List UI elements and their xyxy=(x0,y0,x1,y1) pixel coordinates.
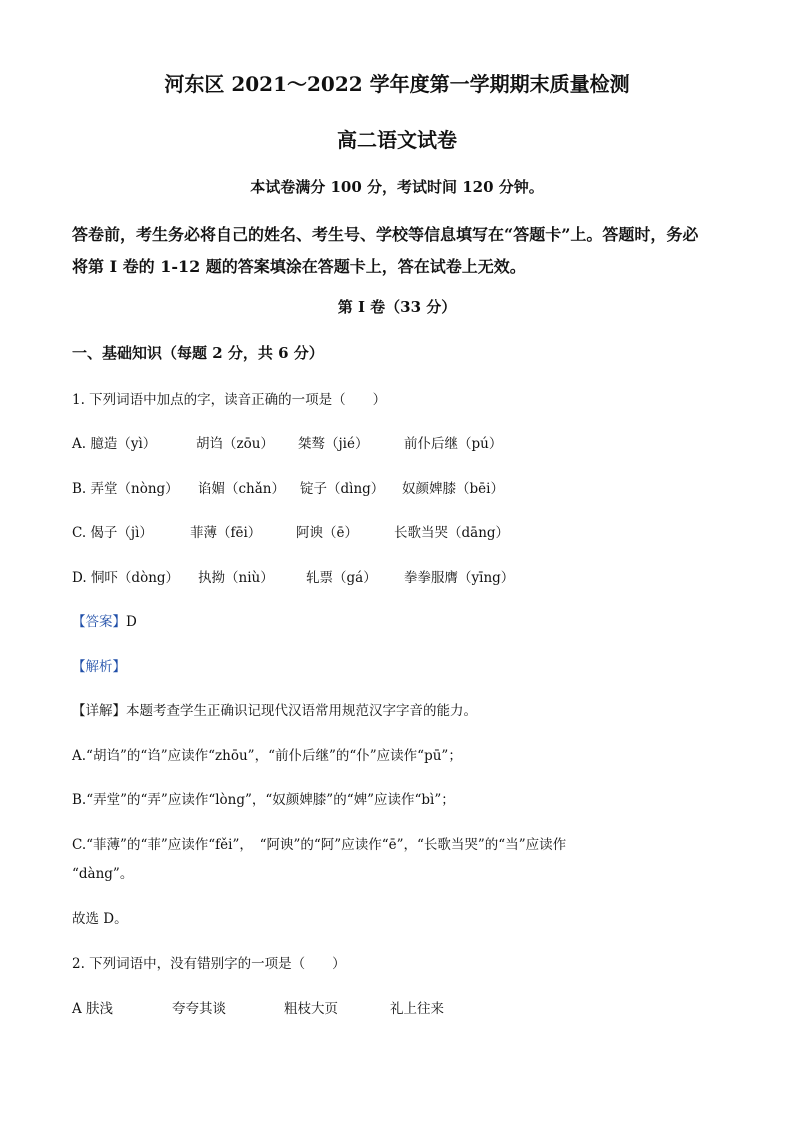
detail-label: 【详解】 xyxy=(72,703,126,719)
explanation-c-line-2: “dàng”。 xyxy=(72,866,134,882)
question-1-stem: 1. 下列词语中加点的字，读音正确的一项是（ ） xyxy=(72,392,387,408)
instructions-line-2: 将第 I 卷的 1-12 题的答案填涂在答题卡上，答在试卷上无效。 xyxy=(72,257,526,276)
detail-line xyxy=(72,699,477,719)
answer-line xyxy=(72,610,137,630)
analysis-line xyxy=(72,655,126,675)
analysis-label: 【解析】 xyxy=(72,659,126,675)
document-page: 河东区 2021～2022 学年度第一学期期末质量检测 高二语文试卷 本试卷满分 100 分，考试时间 120 分钟。 答卷前，考生务必将自己的姓名、考生号、学校等信息填写在“答题卡”上。答题时，务必 将第 I 卷的 1-12 题的答案填涂在答题卡上，答在试卷上无效。 第 I 卷（33 分） 一、基础知识（每题 2 分，共 6 分） 1. 下列词语中加点的字，读音正确的一项是（ ） A. 臆造（yì） 胡诌（zōu） 桀骜（jié） 前仆后继（pú） B. 弄堂（nòng） 谄媚（chǎn） 锭子（dìng） 奴颜婢膝（bēi） C. 偈子（jì） 菲薄（fēi） 阿谀（ē） 长歌当哭（dāng） D. 恫吓（dòng） 执拗（niù） 轧票（gá） 拳拳服膺（yīng） 【答案】D 【解析】 【详解】本题考查学生正确识记现代汉语常用规范汉字字音的能力。 A.“胡诌”的“诌”应读作“zhōu”，“前仆后继”的“仆”应读作“pū”； B.“弄堂”的“弄”应读作“lòng”，“奴颜婢膝”的“婢”应读作“bì”； C.“菲薄”的“菲”应读作“fěi”， “阿谀”的“阿”应读作“ē”，“长歌当哭”的“当”应读作 “dàng”。 故选 D。 2. 下列词语中，没有错别字的一项是（ ） A 肤浅 夸夸其谈 粗枝大页 礼上往来 xyxy=(0,0,794,1123)
conclusion: 故选 D。 xyxy=(72,911,128,927)
question-2-stem: 2. 下列词语中，没有错别字的一项是（ ） xyxy=(72,956,346,972)
answer-label: 【答案】 xyxy=(72,614,126,630)
detail-text: 本题考查学生正确识记现代汉语常用规范汉字字音的能力。 xyxy=(126,703,477,719)
explanation-a: A.“胡诌”的“诌”应读作“zhōu”，“前仆后继”的“仆”应读作“pū”； xyxy=(72,748,462,764)
explanation-c-line-1: C.“菲薄”的“菲”应读作“fěi”， “阿谀”的“阿”应读作“ē”，“长歌当哭”的“当”应读作 xyxy=(72,837,567,853)
answer-value: D xyxy=(126,614,137,630)
exam-title: 河东区 2021～2022 学年度第一学期期末质量检测 xyxy=(164,72,630,96)
exam-subtitle: 高二语文试卷 xyxy=(337,128,457,152)
explanation-b: B.“弄堂”的“弄”应读作“lòng”，“奴颜婢膝”的“婢”应读作“bì”； xyxy=(72,792,455,808)
instructions-line-1: 答卷前，考生务必将自己的姓名、考生号、学校等信息填写在“答题卡”上。答题时，务必 xyxy=(72,225,699,244)
part-title: 一、基础知识（每题 2 分，共 6 分） xyxy=(72,344,324,362)
section-title: 第 I 卷（33 分） xyxy=(337,298,457,316)
score-note: 本试卷满分 100 分，考试时间 120 分钟。 xyxy=(250,178,544,196)
